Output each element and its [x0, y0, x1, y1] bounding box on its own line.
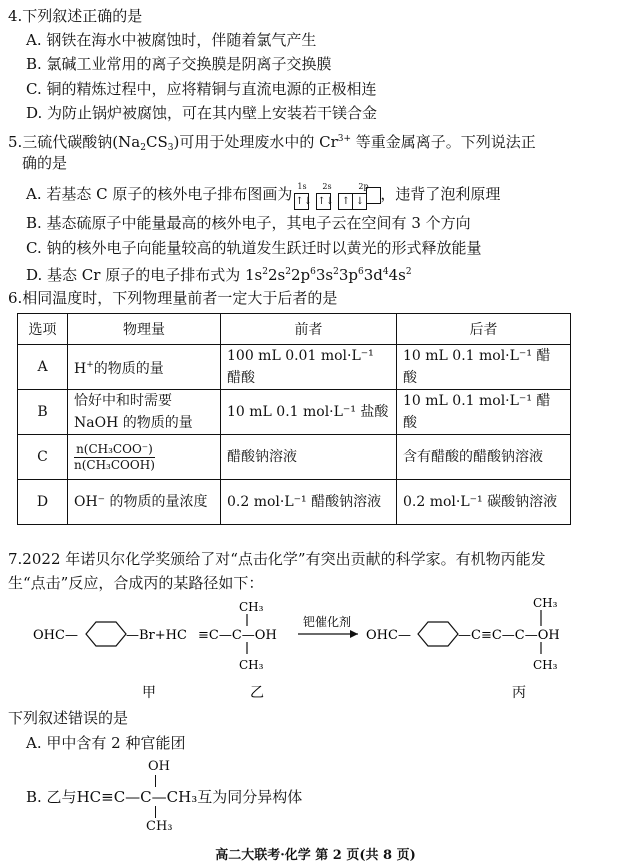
- q4-stem: 4.下列叙述正确的是: [8, 7, 143, 25]
- q4-option-b: B. 氯碱工业常用的离子交换膜是阴离子交换膜: [26, 55, 332, 73]
- ch3-top-2: CH₃: [533, 596, 558, 610]
- q7-option-a: A. 甲中含有 2 种官能团: [26, 734, 186, 752]
- q5-option-c: C. 钠的核外电子向能量较高的轨道发生跃迁时以黄光的形式释放能量: [26, 239, 482, 257]
- structural-formula: HC≡C—C—CH₃: [76, 788, 198, 806]
- header-latter: 后者: [397, 314, 571, 345]
- q7-stem-line1: 7.2022 年诺贝尔化学奖颁给了对“点击化学”有突出贡献的科学家。有机物丙能发: [8, 550, 546, 568]
- formula-ch3: CH₃: [146, 819, 173, 834]
- header-quantity: 物理量: [68, 314, 221, 345]
- q7-option-b: B. 乙与HC≡C—C—CH₃互为同分异构体: [26, 788, 303, 806]
- header-option: 选项: [18, 314, 68, 345]
- product-alkyne-text: —C≡C—C—OH: [458, 628, 560, 643]
- bond-up: [155, 775, 156, 787]
- aldehyde-group: OHC—: [33, 628, 78, 643]
- alkyne-alcohol-text: ≡C—C—OH: [198, 628, 277, 643]
- q4-option-c: C. 铜的精炼过程中，应将精铜与直流电源的正极相连: [26, 80, 377, 98]
- ch3-bottom-1: CH₃: [239, 658, 264, 672]
- q4-option-d: D. 为防止锅炉被腐蚀，可在其内壁上安装若干镁合金: [26, 104, 378, 122]
- orbital-diagram: 1s 2s 2p ↑↓ ↑↓ ↑ ↓: [294, 187, 380, 210]
- header-former: 前者: [221, 314, 397, 345]
- page-footer: 高二大联考·化学 第 2 页(共 8 页): [215, 848, 416, 863]
- label-yi: 乙: [250, 685, 264, 701]
- q7-stem-line3: 下列叙述错误的是: [8, 709, 129, 727]
- table-row: D OH⁻ 的物质的量浓度 0.2 mol·L⁻¹ 醋酸钠溶液 0.2 mol·L⁻¹ 碳酸钠溶液: [18, 480, 571, 525]
- benzene-ring-2: [418, 622, 458, 646]
- q4-option-a: A. 钢铁在海水中被腐蚀时，伴随着氯气产生: [26, 31, 317, 49]
- table-row: C $\frac{\text{n(CH₃COO⁻)}}{\text{n(CH₃COOH)}}$ 醋酸钠溶液 含有醋酸的醋酸钠溶液: [18, 435, 571, 480]
- catalyst-label: 钯催化剂: [303, 615, 352, 629]
- ch3-top-1: CH₃: [239, 600, 264, 614]
- q5-option-b: B. 基态硫原子中能量最高的核外电子，其电子云在空间有 3 个方向: [26, 214, 471, 232]
- fraction: $\frac{\text{n(CH₃COO⁻)}}{\text{n(CH₃COOH)}}$: [74, 441, 155, 472]
- q5-option-a: A. 若基态 C 原子的核外电子排布图画为 1s 2s 2p ↑↓ ↑↓ ↑ ↓ ，违背了泡利原理: [26, 184, 500, 210]
- benzene-ring-1: [86, 622, 126, 646]
- q6-stem: 6.相同温度时，下列物理量前者一定大于后者的是: [8, 289, 338, 307]
- q5-option-d: D. 基态 Cr 原子的电子排布式为 $1s^22s^22p^63s^23p^63d^44s^2$: [26, 266, 412, 284]
- q5-stem-line2: 确的是: [22, 154, 68, 172]
- q5-stem-line1: 5.三硫代碳酸钠$(Na_2CS_3)$可用于处理废水中的 $Cr^{3+}$ 等重金属离子。下列说法正: [8, 133, 536, 153]
- product-aldehyde: OHC—: [366, 628, 411, 643]
- table-row: A H+的物质的量 100 mL 0.01 mol·L⁻¹ 醋酸 10 mL 0.1 mol·L⁻¹ 醋酸: [18, 345, 571, 390]
- q7-stem-line2: 生“点击”反应，合成丙的某路径如下：: [8, 574, 264, 592]
- table-header-row: [18, 314, 571, 345]
- reaction-scheme: [0, 592, 631, 708]
- label-bing: 丙: [512, 685, 526, 701]
- table-row: B 恰好中和时需要 NaOH 的物质的量 10 mL 0.1 mol·L⁻¹ 盐酸 10 mL 0.1 mol·L⁻¹ 醋酸: [18, 390, 571, 435]
- bromo-alkyne-text: —Br+HC: [126, 628, 187, 643]
- q6-table: [17, 313, 571, 525]
- label-jia: 甲: [142, 685, 156, 701]
- formula-oh: OH: [148, 759, 170, 774]
- ch3-bottom-2: CH₃: [533, 658, 558, 672]
